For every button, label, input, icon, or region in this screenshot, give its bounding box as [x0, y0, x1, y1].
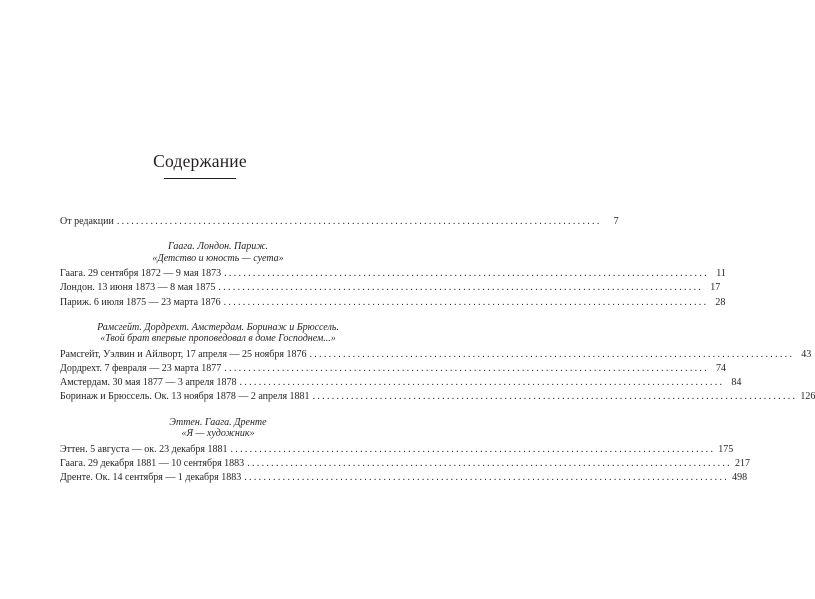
toc-entry[interactable] — [60, 296, 726, 310]
toc-entry-label: Эттен. 5 августа — ок. 23 декабря 1881 — [60, 443, 228, 455]
toc-entry[interactable] — [60, 376, 742, 390]
toc-entry-page: 17 — [710, 282, 721, 294]
section-heading: Гаага. Лондон. Париж. — [167, 241, 269, 253]
dot-leader: ..................................................................................................... — [312, 391, 798, 403]
toc-entry[interactable] — [60, 267, 726, 281]
section-subheading: «Я — художник» — [181, 428, 255, 439]
toc-entry-label: Дренте. Ок. 14 сентября — 1 декабря 1883 — [60, 471, 242, 483]
page-title: Содержание — [153, 151, 247, 171]
toc-entry[interactable] — [60, 471, 748, 485]
dot-leader: ..................................................................................................... — [244, 471, 730, 483]
section-heading: Эттен. Гаага. Дренте — [169, 416, 267, 428]
dot-leader: ..................................................................................................... — [309, 348, 795, 360]
toc-entry[interactable] — [60, 457, 750, 471]
dot-leader: ..................................................................................................... — [223, 296, 709, 308]
title-underline — [164, 178, 236, 179]
toc-entry-intro[interactable] — [60, 215, 619, 229]
toc-entry-page: 217 — [735, 457, 750, 469]
toc-entry-label: Дордрехт. 7 февраля — 23 марта 1877 — [60, 362, 222, 374]
toc-entry-label: Париж. 6 июля 1875 — 23 марта 1876 — [60, 296, 221, 308]
toc-entry[interactable] — [60, 390, 815, 404]
toc-entry[interactable] — [60, 443, 734, 457]
toc-entry-label: Гаага. 29 декабря 1881 — 10 сентября 1883 — [60, 457, 245, 469]
toc-entry[interactable] — [60, 281, 721, 295]
toc-entry-page: 74 — [716, 362, 727, 374]
dot-leader: ..................................................................................................... — [239, 377, 725, 389]
dot-leader: ..................................................................................................... — [116, 216, 602, 227]
toc-entry-label: Лондон. 13 июня 1873 — 8 мая 1875 — [60, 282, 216, 294]
toc-entry-page: 84 — [731, 377, 742, 389]
toc-entry-label: Боринаж и Брюссель. Ок. 13 ноября 1878 — 2 апреля 1881 — [60, 391, 310, 403]
toc-entry-label: Рамсгейт, Уэлвин и Айлворт, 17 апреля — 25 ноября 1876 — [60, 348, 307, 360]
toc-entry-page: 11 — [716, 268, 726, 280]
toc-entry-page: 126 — [800, 391, 815, 403]
toc-entry-label: Гаага. 29 сентября 1872 — 9 мая 1873 — [60, 268, 222, 280]
dot-leader: ..................................................................................................... — [224, 362, 710, 374]
toc-entry-page: 7 — [613, 216, 619, 227]
dot-leader: ..................................................................................................... — [218, 282, 704, 294]
toc-entry-page: 43 — [801, 348, 812, 360]
toc-entry-label: От редакции — [60, 216, 114, 227]
toc-entry-page: 175 — [718, 443, 734, 455]
toc-entry-page: 498 — [732, 471, 748, 483]
section-subheading: «Детство и юность — суета» — [152, 252, 284, 264]
toc-entry-page: 28 — [715, 296, 726, 308]
toc-entry-label: Амстердам. 30 мая 1877 — 3 апреля 1878 — [60, 377, 237, 389]
section-heading: Рамсгейт. Дордрехт. Амстердам. Боринаж и Брюссель. — [97, 321, 339, 333]
dot-leader: ..................................................................................................... — [247, 457, 732, 469]
table-of-contents — [60, 215, 815, 485]
dot-leader: ..................................................................................................... — [224, 268, 709, 280]
dot-leader: ..................................................................................................... — [230, 443, 716, 455]
section-subheading: «Твой брат впервые проповедовал в доме Господнем...» — [100, 333, 336, 345]
toc-entry[interactable] — [60, 362, 727, 376]
toc-entry[interactable] — [60, 348, 812, 362]
